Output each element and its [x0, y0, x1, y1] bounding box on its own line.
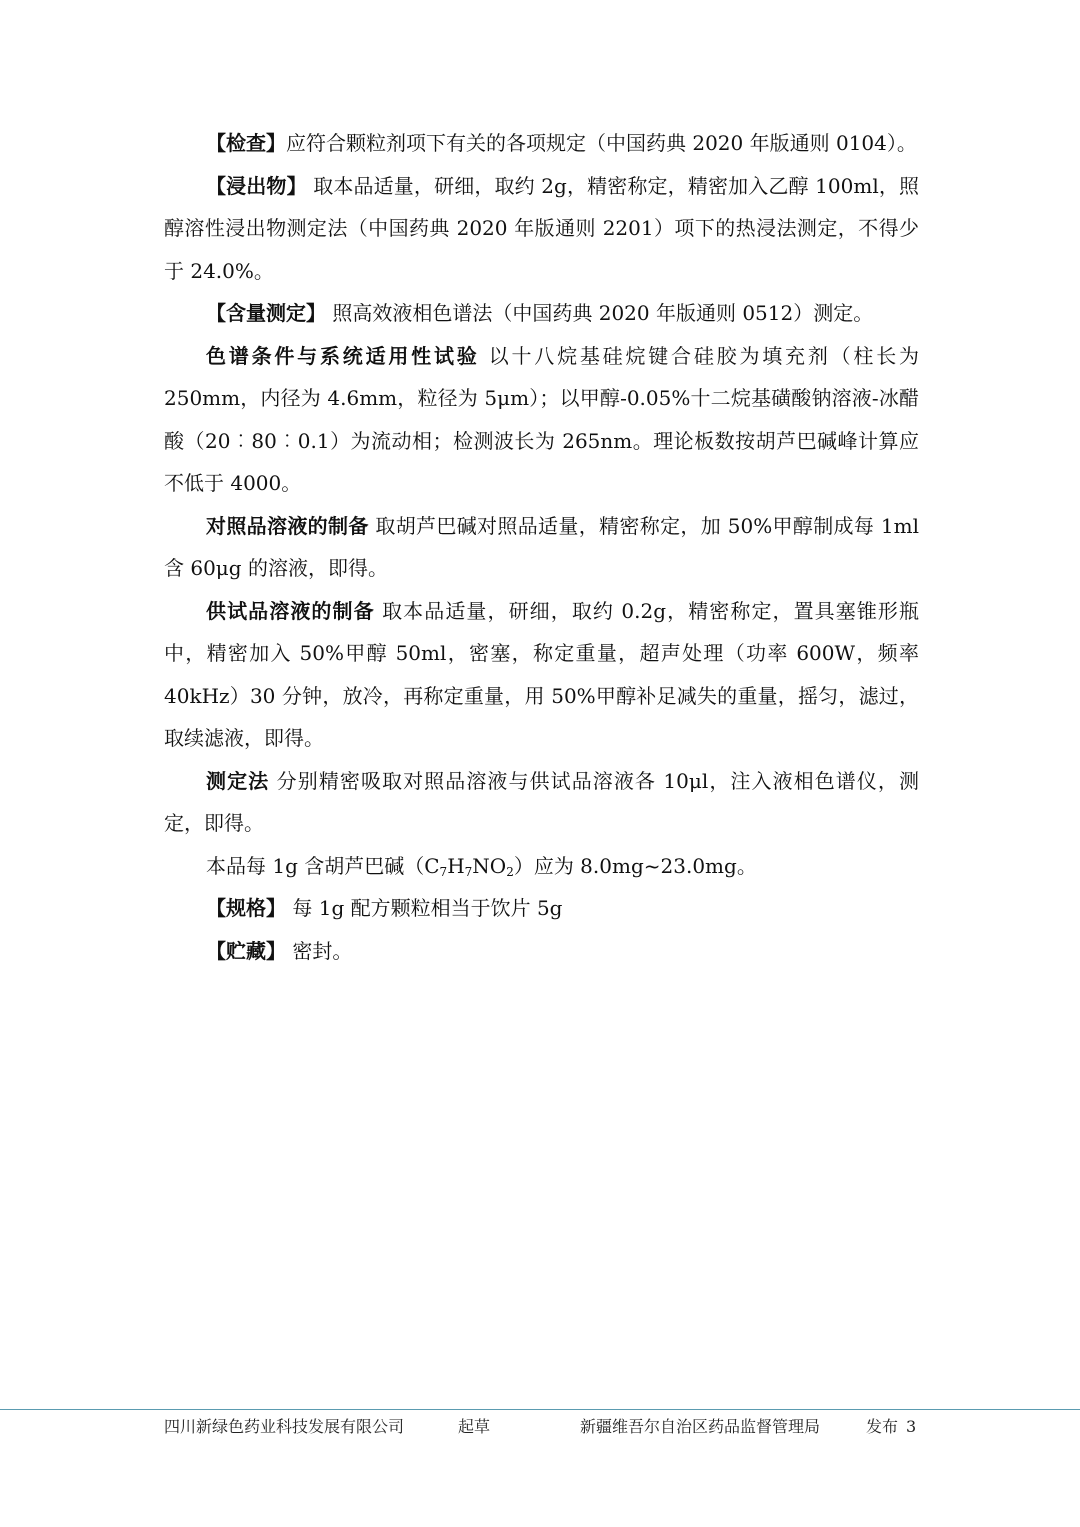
footer-draft-label: 起草	[458, 1417, 491, 1436]
procedure-text: 分别精密吸取对照品溶液与供试品溶液各 10μl，注入液相色谱仪，测定，即得。	[164, 768, 920, 835]
test-solution-paragraph	[164, 590, 919, 760]
formula-part: H	[447, 853, 465, 878]
extract-heading: 【浸出物】	[206, 173, 307, 198]
inspection-heading: 【检查】	[206, 131, 286, 155]
chromatography-heading: 色谱条件与系统适用性试验	[206, 343, 480, 368]
assay-text: 照高效液相色谱法（中国药典 2020 年版通则 0512）测定。	[326, 301, 874, 325]
content-limit-text-start: 本品每 1g 含胡芦巴碱（C	[206, 853, 440, 878]
reference-solution-heading: 对照品溶液的制备	[206, 513, 369, 538]
assay-paragraph	[164, 292, 919, 335]
formula-part: NO	[472, 853, 507, 878]
chromatography-text: 以十八烷基硅烷键合硅胶为填充剂（柱长为 250mm，内径为 4.6mm，粒径为 5μm）；以甲醇-0.05%十二烷基磺酸钠溶液-冰醋酸（20︰80︰0.1）为流动相；检测波长为 265nm。理论板数按胡芦巴碱峰计算应不低于 4000。	[164, 343, 920, 495]
inspection-text: 应符合颗粒剂项下有关的各项规定（中国药典 2020 年版通则 0104）。	[286, 131, 917, 155]
content-limit-text-end: ）应为 8.0mg~23.0mg。	[513, 853, 757, 878]
storage-heading: 【贮藏】	[206, 938, 286, 963]
reference-solution-text: 取胡芦巴碱对照品适量，精密称定，加 50%甲醇制成每 1ml 含 60μg 的溶液，即得。	[164, 513, 919, 580]
specification-heading: 【规格】	[206, 896, 286, 920]
storage-text: 密封。	[286, 938, 353, 963]
footer-rule	[0, 1409, 1080, 1410]
content-limit-paragraph	[164, 845, 919, 888]
specification-paragraph	[164, 887, 919, 930]
test-solution-heading: 供试品溶液的制备	[206, 598, 375, 623]
footer-issuing-bureau: 新疆维吾尔自治区药品监督管理局	[580, 1417, 821, 1436]
specification-text: 每 1g 配方颗粒相当于饮片 5g	[286, 896, 563, 920]
document-body	[164, 122, 919, 972]
assay-heading: 【含量测定】	[206, 301, 326, 325]
extract-paragraph	[164, 165, 919, 293]
chromatography-paragraph	[164, 335, 919, 505]
reference-solution-paragraph	[164, 505, 919, 590]
footer-drafting-company: 四川新绿色药业科技发展有限公司	[164, 1417, 405, 1436]
procedure-paragraph	[164, 760, 919, 845]
inspection-paragraph	[164, 122, 919, 165]
formula-subscript: 7	[464, 864, 473, 879]
test-solution-text: 取本品适量，研细，取约 0.2g，精密称定，置具塞锥形瓶中，精密加入 50%甲醇 50ml，密塞，称定重量，超声处理（功率 600W，频率 40kHz）30 分钟，放冷，再称定重量，用 50%甲醇补足减失的重量，摇匀，滤过，取续滤液，即得。	[164, 598, 920, 750]
page-number: 3	[906, 1417, 917, 1436]
formula-subscript: 7	[439, 864, 448, 879]
footer-release-label: 发布	[866, 1417, 899, 1436]
formula-subscript: 2	[506, 864, 514, 879]
storage-paragraph	[164, 930, 919, 973]
procedure-heading: 测定法	[206, 768, 270, 793]
extract-text: 取本品适量，研细，取约 2g，精密称定，精密加入乙醇 100ml，照醇溶性浸出物测定法（中国药典 2020 年版通则 2201）项下的热浸法测定，不得少于 24.0%。	[164, 173, 919, 283]
